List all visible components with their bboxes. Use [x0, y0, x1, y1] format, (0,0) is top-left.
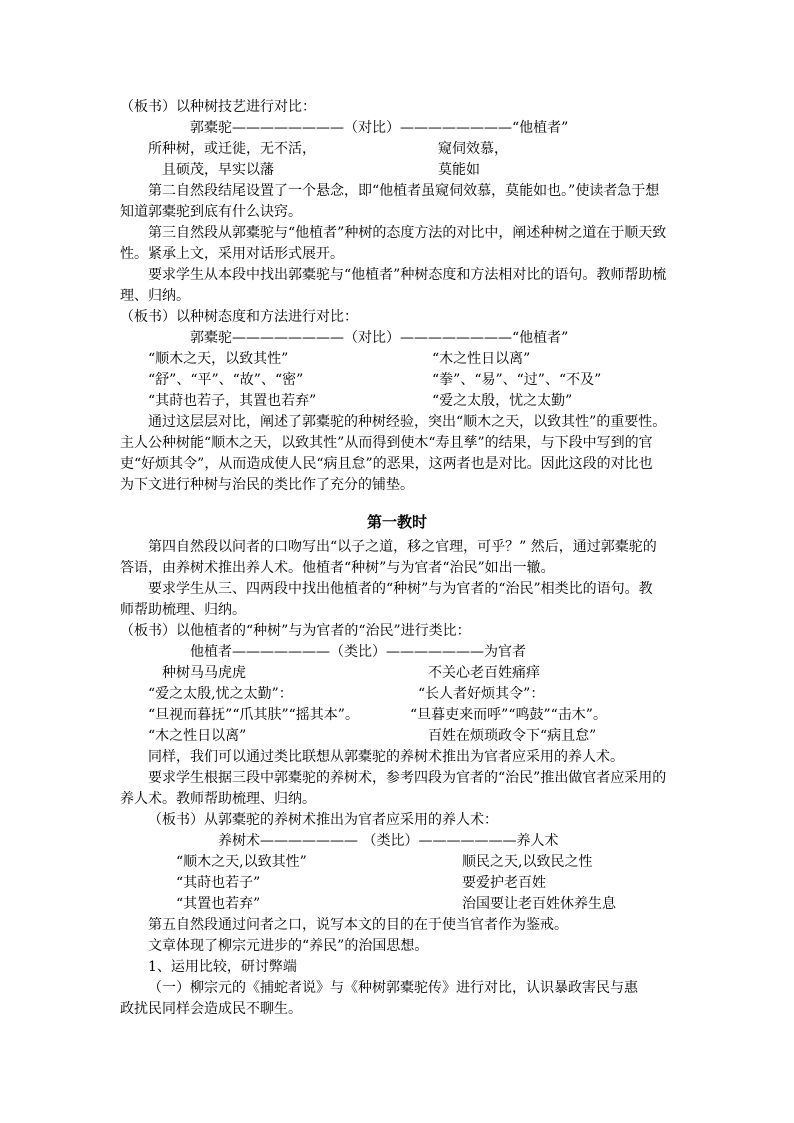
board1-title: （板书）以种树技艺进行对比： [120, 99, 316, 115]
paragraph-line: 1、运用比较，研讨弊端 [148, 959, 297, 975]
board3-right: 不关心老百姓痛痒 [428, 665, 540, 681]
paragraph-line: 要求学生根据三段中郭橐驼的养树术，参考四段为官者的“治民”推出做官者应采用的 [148, 770, 667, 786]
board1-left: 且硕茂，早实以藩 [162, 162, 274, 178]
board1-header: 郭橐驼————————（对比）————————“他植者” [190, 120, 569, 136]
board4-header: 养树术——————— （类比）———————养人术 [218, 833, 559, 849]
paragraph-line: 文章体现了柳宗元进步的“养民”的治国思想。 [148, 938, 429, 954]
board2-left: “顺木之天，以致其性” [148, 351, 289, 367]
paragraph-line: 第四自然段以问者的口吻写出“以子之道，移之官理，可乎？” 然后，通过郭橐驼的 [148, 539, 657, 555]
paragraph-line: 第二自然段结尾设置了一个悬念，即“他植者虽窥伺效慕，莫能如也。”使读者急于想 [148, 183, 660, 199]
paragraph-line: 主人公种树能“顺木之天，以致其性”从而得到使木“寿且孳”的结果，与下段中写到的官 [120, 435, 653, 451]
board2-left: “其莳也若子，其置也若弃” [148, 393, 317, 409]
board3-right: “旦暮吏来而呼”“鸣鼓”“击木”。 [410, 707, 607, 723]
board2-row [148, 370, 708, 390]
board3-row [148, 684, 708, 704]
board2-right: “拳”、“易”、“过”、“不及” [432, 372, 602, 388]
board4-left: “顺木之天,以致其性” [176, 854, 307, 870]
paragraph-line: 第三自然段从郭橐驼与“他植者”种树的态度方法的对比中，阐述种树之道在于顺天致 [148, 225, 667, 241]
board4-row [176, 873, 736, 893]
board4-left: “其莳也若子” [176, 875, 261, 891]
board3-row [162, 663, 722, 683]
board3-left: “旦视而暮抚”“爪其肤”“摇其本”。 [148, 707, 359, 723]
paragraph-line: 理、归纳。 [120, 288, 190, 304]
paragraph-line: 同样，我们可以通过类比联想从郭橐驼的养树术推出为官者应采用的养人术。 [148, 749, 624, 765]
board3-title: （板书）以他植者的“种树”与为官者的“治民”进行类比： [120, 623, 471, 639]
board2-title: （板书）以种树态度和方法进行对比： [120, 309, 358, 325]
board3-left: 种树马马虎虎 [162, 665, 246, 681]
board4-row [176, 894, 736, 914]
paragraph-line: 要求学生从本段中找出郭橐驼与“他植者”种树态度和方法相对比的语句。教师帮助梳 [148, 267, 667, 283]
board1-row [162, 160, 722, 180]
board2-right: “木之性日以离” [432, 351, 531, 367]
board3-header: 他植者———————（类比）———————为官者 [190, 644, 526, 660]
paragraph-line: 第五自然段通过问者之口，说写本文的目的在于使当官者作为鉴戒。 [148, 917, 568, 933]
paragraph-line: 答语，由养树术推出养人术。他植者“种树”与为官者“治民”如出一辙。 [120, 560, 555, 576]
paragraph-line: 通过这层层对比，阐述了郭橐驼的种树经验，突出“顺木之天，以致其性”的重要性。 [148, 414, 667, 430]
paragraph-line: 养人术。教师帮助梳理、归纳。 [120, 791, 316, 807]
paragraph-line: 吏“好烦其令”，从而造成使人民“病且怠”的恶果，这两者也是对比。因此这段的对比也 [120, 456, 653, 472]
board2-row [148, 349, 708, 369]
board3-row [148, 726, 708, 746]
board4-left: “其置也若弃” [176, 896, 261, 912]
section-title: 第一教时 [366, 513, 427, 531]
paragraph-line: 师帮助梳理、归纳。 [120, 602, 246, 618]
board3-right: “长人者好烦其令”： [418, 686, 545, 702]
board2-right: “爱之太殷，忧之太勤” [432, 393, 573, 409]
board4-row [176, 852, 736, 872]
board1-right: 莫能如 [438, 162, 480, 178]
board3-left: “爱之太殷,忧之太勤”： [148, 686, 293, 702]
board4-right: 顺民之天,以致民之性 [462, 854, 593, 870]
board1-right: 窥伺效慕， [438, 141, 508, 157]
paragraph-line: 政扰民同样会造成民不聊生。 [120, 1001, 302, 1017]
board3-right: 百姓在烦琐政令下“病且怠” [428, 728, 597, 744]
board3-row [148, 705, 728, 725]
board4-right: 治国要让老百姓休养生息 [462, 896, 616, 912]
paragraph-line: （一）柳宗元的《捕蛇者说》与《种树郭橐驼传》进行对比，认识暴政害民与惠 [148, 980, 638, 996]
paragraph-line: 知道郭橐驼到底有什么诀窍。 [120, 204, 302, 220]
paragraph-line: 要求学生从三、四两段中找出他植者的“种树”与为官者的“治民”相类比的语句。教 [148, 581, 653, 597]
board2-left: “舒”、“平”、“故”、“密” [148, 372, 304, 388]
paragraph-line: 为下文进行种树与治民的类比作了充分的铺垫。 [120, 477, 414, 493]
board4-title: （板书）从郭橐驼的养树术推出为官者应采用的养人术： [148, 812, 498, 828]
board4-right: 要爱护老百姓 [462, 875, 546, 891]
board2-header: 郭橐驼————————（对比）————————“他植者” [190, 330, 569, 346]
board1-left: 所种树，或迁徙，无不活， [148, 141, 316, 157]
paragraph-line: 性。紧承上文，采用对话形式展开。 [120, 246, 344, 262]
board1-row [148, 139, 708, 159]
board2-row [148, 391, 708, 411]
board3-left: “木之性日以离” [148, 728, 247, 744]
